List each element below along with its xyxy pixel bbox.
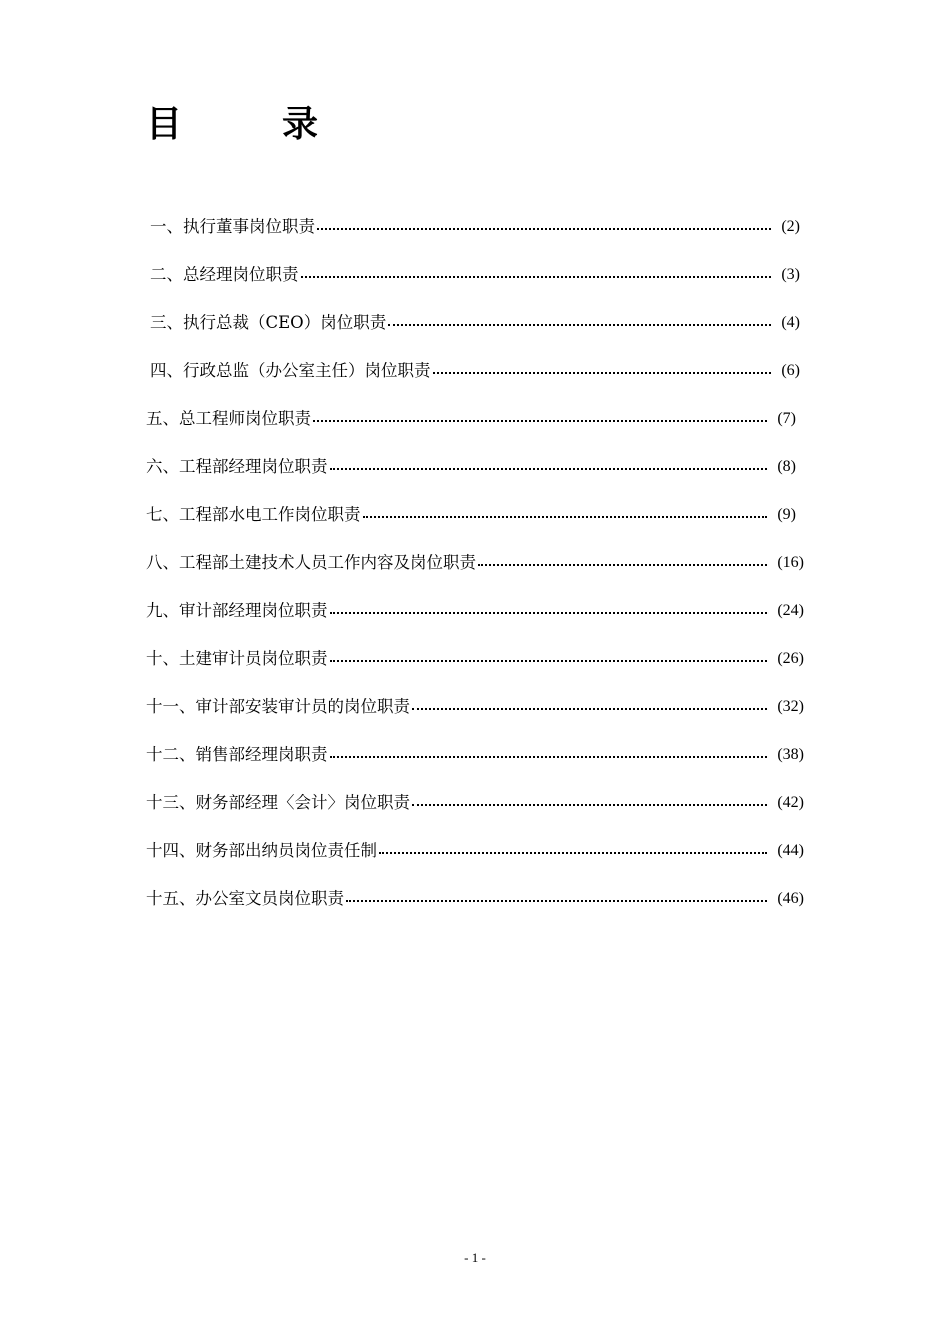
toc-entry-page: (9) xyxy=(777,506,796,523)
toc-entry-page: (26) xyxy=(777,650,804,667)
toc-leader-dots xyxy=(301,260,772,290)
toc-entry-label: 十五、办公室文员岗位职责 xyxy=(146,889,344,908)
toc-entry-page: (32) xyxy=(777,698,804,715)
footer-page-number: - 1 - xyxy=(464,1250,486,1265)
toc-entry-label: 十二、销售部经理岗职责 xyxy=(146,745,328,764)
toc-entry-page: (46) xyxy=(777,890,804,907)
toc-entry-page: (42) xyxy=(777,794,804,811)
toc-entry[interactable] xyxy=(146,836,804,866)
toc-leader-dots xyxy=(412,788,767,818)
toc-entry-label: 十一、审计部安装审计员的岗位职责 xyxy=(146,697,410,716)
toc-entry-page: (4) xyxy=(781,314,800,331)
toc-entry[interactable] xyxy=(146,452,796,482)
toc-entry-page: (3) xyxy=(781,266,800,283)
toc-entry-label: 三、执行总裁（CEO）岗位职责 xyxy=(150,313,387,332)
toc-entry-label: 十、土建审计员岗位职责 xyxy=(146,649,328,668)
toc-entry[interactable] xyxy=(146,740,804,770)
toc-entry-page: (7) xyxy=(777,410,796,427)
toc-entry[interactable] xyxy=(146,500,796,530)
toc-title xyxy=(146,100,326,150)
toc-entry[interactable] xyxy=(146,788,804,818)
toc-entry[interactable] xyxy=(150,356,800,386)
toc-entry[interactable] xyxy=(146,548,804,578)
toc-leader-dots xyxy=(363,500,768,530)
toc-entry-label: 七、工程部水电工作岗位职责 xyxy=(146,505,361,524)
toc-entry[interactable] xyxy=(146,884,804,914)
toc-entry-label: 四、行政总监（办公室主任）岗位职责 xyxy=(150,361,431,380)
toc-entry-page: (2) xyxy=(781,218,800,235)
toc-entry-label: 六、工程部经理岗位职责 xyxy=(146,457,328,476)
toc-entry[interactable] xyxy=(150,308,800,338)
toc-entry[interactable] xyxy=(146,692,804,722)
toc-entry-label: 二、总经理岗位职责 xyxy=(150,265,299,284)
toc-entry[interactable] xyxy=(146,596,804,626)
toc-entry-page: (6) xyxy=(781,362,800,379)
toc-entry-label: 十三、财务部经理〈会计〉岗位职责 xyxy=(146,793,410,812)
toc-leader-dots xyxy=(330,644,768,674)
toc-leader-dots xyxy=(330,740,768,770)
toc-leader-dots xyxy=(388,308,771,338)
toc-entry-label: 九、审计部经理岗位职责 xyxy=(146,601,328,620)
toc-entry-label: 一、执行董事岗位职责 xyxy=(150,217,315,236)
toc-entry-page: (24) xyxy=(777,602,804,619)
toc-leader-dots xyxy=(330,596,768,626)
toc-leader-dots xyxy=(478,548,767,578)
toc-leader-dots xyxy=(433,356,772,386)
toc-entry-label: 五、总工程师岗位职责 xyxy=(146,409,311,428)
toc-leader-dots xyxy=(313,404,767,434)
toc-entry[interactable] xyxy=(150,212,800,242)
toc-entry-page: (44) xyxy=(777,842,804,859)
toc-title-char-2: 录 xyxy=(282,104,319,145)
toc-leader-dots xyxy=(412,692,767,722)
toc-entry-page: (8) xyxy=(777,458,796,475)
toc-leader-dots xyxy=(379,836,767,866)
toc-leader-dots xyxy=(317,212,771,242)
toc-entry-page: (38) xyxy=(777,746,804,763)
toc-entry-label: 八、工程部土建技术人员工作内容及岗位职责 xyxy=(146,553,476,572)
toc-leader-dots xyxy=(330,452,768,482)
toc-entry-label: 十四、财务部出纳员岗位责任制 xyxy=(146,841,377,860)
toc-entry[interactable] xyxy=(146,644,804,674)
toc-leader-dots xyxy=(346,884,767,914)
toc-entry[interactable] xyxy=(146,404,796,434)
toc-entry-page: (16) xyxy=(777,554,804,571)
toc-title-char-1: 目 xyxy=(146,104,183,145)
toc-entry[interactable] xyxy=(150,260,800,290)
